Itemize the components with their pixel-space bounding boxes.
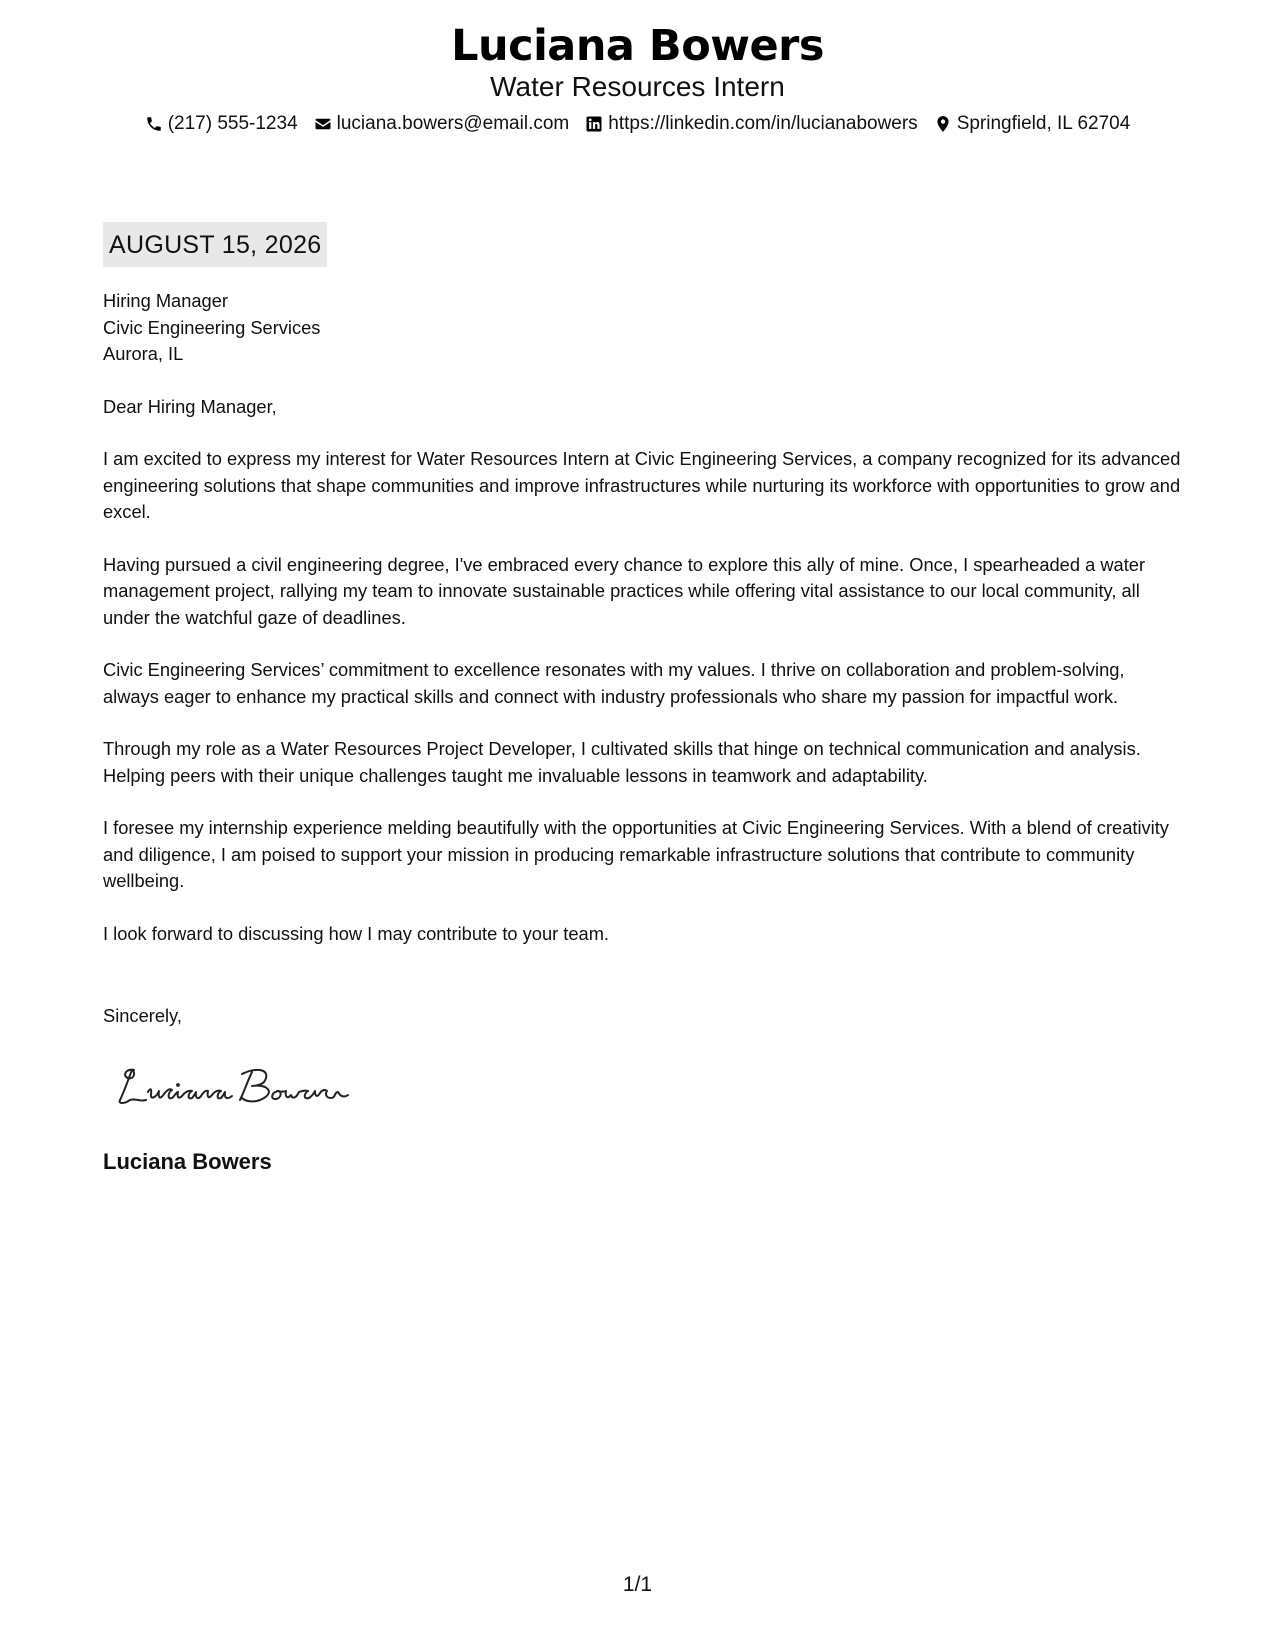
body-paragraph: I am excited to express my interest for Water Resources Intern at Civic Engineering Services, a company recognized for its advanced engineering solutions that shape communities and improve infrastructures while nurturing its workforce with opportunities to grow and excel. xyxy=(103,448,1181,522)
contact-linkedin[interactable] xyxy=(585,112,917,136)
salutation: Dear Hiring Manager, xyxy=(103,395,277,417)
letter-header xyxy=(0,20,1275,136)
body-paragraph: I look forward to discussing how I may contribute to your team. xyxy=(103,922,610,944)
closing-line: Sincerely, xyxy=(103,1005,182,1026)
phone-icon xyxy=(145,115,163,133)
signer-name: Luciana Bowers xyxy=(103,1149,272,1174)
email-text: luciana.bowers@email.com xyxy=(336,113,570,134)
recipient-location: Aurora, IL xyxy=(103,343,184,364)
contact-email[interactable] xyxy=(314,112,570,136)
location-text: Springfield, IL 62704 xyxy=(956,113,1131,134)
body-paragraph: Civic Engineering Services’ commitment to excellence resonates with my values. I thrive on collaboration and problem-solving, always eager to enhance my practical skills and connect with industry professionals who share my passion for impactful work. xyxy=(103,659,1125,707)
page-number: 1/1 xyxy=(622,1573,653,1596)
recipient-block xyxy=(103,288,1183,368)
contact-phone[interactable] xyxy=(145,112,298,136)
linkedin-text: https://linkedin.com/in/lucianabowers xyxy=(608,113,918,134)
letter-body xyxy=(103,288,1183,947)
body-paragraph: Having pursued a civil engineering degree, I've embraced every chance to explore this ally of mine. Once, I spearheaded a water management project, rallying my team to innovate sustainable practices while offering vital assistance to our local community, all under the watchful gaze of deadlines. xyxy=(103,553,1146,628)
handwritten-signature xyxy=(112,1058,362,1114)
job-title: Water Resources Intern xyxy=(490,71,785,102)
envelope-icon xyxy=(314,115,332,133)
phone-text: (217) 555-1234 xyxy=(167,113,298,134)
body-paragraph: Through my role as a Water Resources Project Developer, I cultivated skills that hinge on technical communication and analysis. Helping peers with their unique challenges taught me invaluable lessons in teamwork and adaptability. xyxy=(103,738,1141,786)
recipient-company: Civic Engineering Services xyxy=(103,316,321,338)
contact-info-bar xyxy=(0,112,1275,136)
applicant-name: Luciana Bowers xyxy=(451,21,824,71)
body-paragraph: I foresee my internship experience melding beautifully with the opportunities at Civic Engineering Services. With a blend of creativity and diligence, I am poised to support your mission in producing remarkable infrastructure solutions that contribute to community wellbeing. xyxy=(103,817,1169,891)
recipient-title: Hiring Manager xyxy=(103,290,228,311)
letter-date: AUGUST 15, 2026 xyxy=(103,222,327,267)
contact-location xyxy=(934,112,1131,136)
linkedin-icon xyxy=(585,115,603,133)
map-pin-icon xyxy=(934,115,952,133)
